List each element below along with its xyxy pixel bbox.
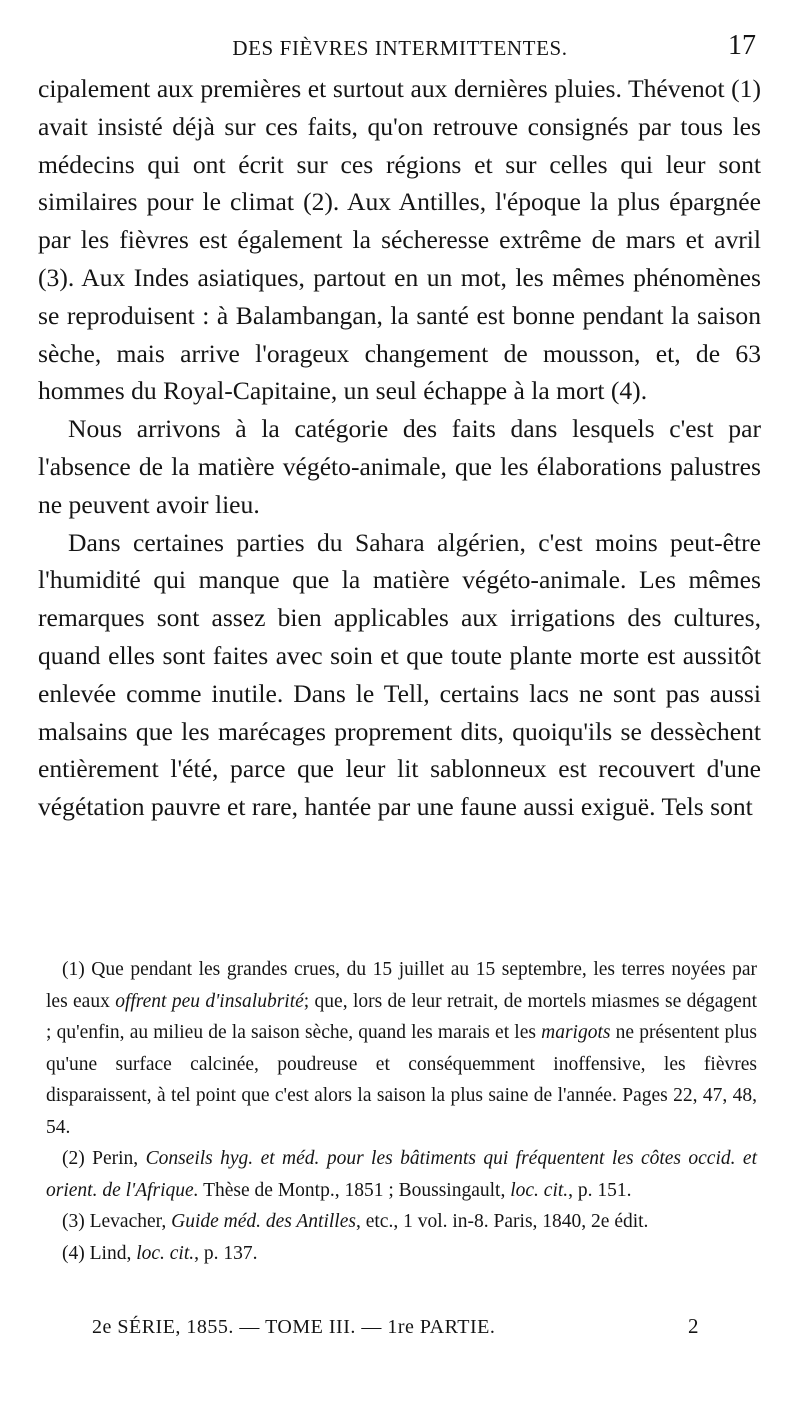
footnote-4-text-b: , p. 137. [194, 1242, 258, 1264]
footnote-1-text-a: (1) Que pendant les grandes crues, du 15 juillet au 15 septembre, les terres noyées par les eaux [46, 959, 757, 1012]
footnote-1-text-c: ne présentent plus qu'une surface calcinée, poudreuse et conséquemment inoffensive, les fièvres disparaissent, à tel point que c'est alors la saison la plus saine de l'année. Pages 22, 47, 48, 54. [46, 1022, 757, 1138]
paragraph-1: cipalement aux premières et surtout aux dernières pluies. Thévenot (1) avait insisté déjà sur ces faits, qu'on retrouve consignés par tous les médecins qui ont écrit sur ces régions et sur celles qui leur sont similaires pour le climat (2). Aux Antilles, l'époque la plus épargnée par les fièvres est également la sécheresse extrême de mars et avril (3). Aux Indes asiatiques, partout en un mot, les mêmes phénomènes se reproduisent : à Balambangan, la santé est bonne pendant la saison sèche, mais arrive l'orageux changement de mousson, et, de 63 hommes du Royal-Capitaine, un seul échappe à la mort (4). [38, 74, 761, 406]
footnotes [46, 954, 757, 1269]
page-header [0, 28, 800, 68]
footnote-2-italic-a: Conseils hyg. et méd. pour les bâtiments qui fréquentent les côtes occid. et orient. de l'Afrique. [46, 1148, 757, 1201]
footnote-2-text-a: (2) Perin, [62, 1148, 146, 1169]
footnote-4-text-a: (4) Lind, [62, 1242, 137, 1264]
footnote-2-text-c: , p. 151. [568, 1179, 632, 1201]
footnote-3-italic-a: Guide méd. des Antilles [171, 1211, 356, 1232]
footnote-1-italic-a: offrent peu d'insalubrité [115, 990, 304, 1012]
footnote-2-text-b: Thèse de Montp., 1851 ; Boussingault, [198, 1179, 511, 1201]
footnote-2-italic-b: loc. cit. [510, 1179, 569, 1201]
footnote-3-text-a: (3) Levacher, [62, 1211, 172, 1232]
footnote-3-text-b: , etc., 1 vol. in-8. Paris, 1840, 2e édit. [355, 1211, 649, 1232]
main-text [38, 70, 761, 826]
paragraph-3: Dans certaines parties du Sahara algérien, c'est moins peut-être l'humidité qui manque que la matière végéto-animale. Les mêmes remarques sont assez bien applicables aux irrigations des cultures, quand elles sont faites avec soin et que toute plante morte est aussitôt enlevée comme inutile. Dans le Tell, certains lacs ne sont pas aussi malsains que les marécages proprement dits, quoiqu'ils se dessèchent entièrement l'été, parce que leur lit sablonneux est recouvert d'une végétation pauvre et rare, hantée par une faune aussi exiguë. Tels sont [38, 527, 761, 822]
running-title: DES FIÈVRES INTERMITTENTES. [232, 36, 568, 60]
footnote-4 [46, 1238, 757, 1270]
paragraph-2: Nous arrivons à la catégorie des faits dans lesquels c'est par l'absence de la matière végéto-animale, que les élaborations palustres ne peuvent avoir lieu. [38, 414, 761, 519]
signature-number: 2 [688, 1314, 699, 1338]
page-footer [0, 1312, 800, 1352]
page-number: 17 [728, 30, 756, 61]
footnote-2 [46, 1143, 757, 1206]
printer-signature: 2e SÉRIE, 1855. — TOME III. — 1re PARTIE. [92, 1316, 496, 1338]
footnote-3 [46, 1206, 757, 1238]
footnote-4-italic-a: loc. cit. [136, 1242, 195, 1264]
footnote-1 [46, 954, 757, 1143]
footnote-1-text-b: ; que, lors de leur retrait, de mortels miasmes se dégagent ; qu'enfin, au milieu de la saison sèche, quand les marais et les [46, 990, 757, 1043]
footnote-1-italic-b: marigots [541, 1022, 611, 1043]
